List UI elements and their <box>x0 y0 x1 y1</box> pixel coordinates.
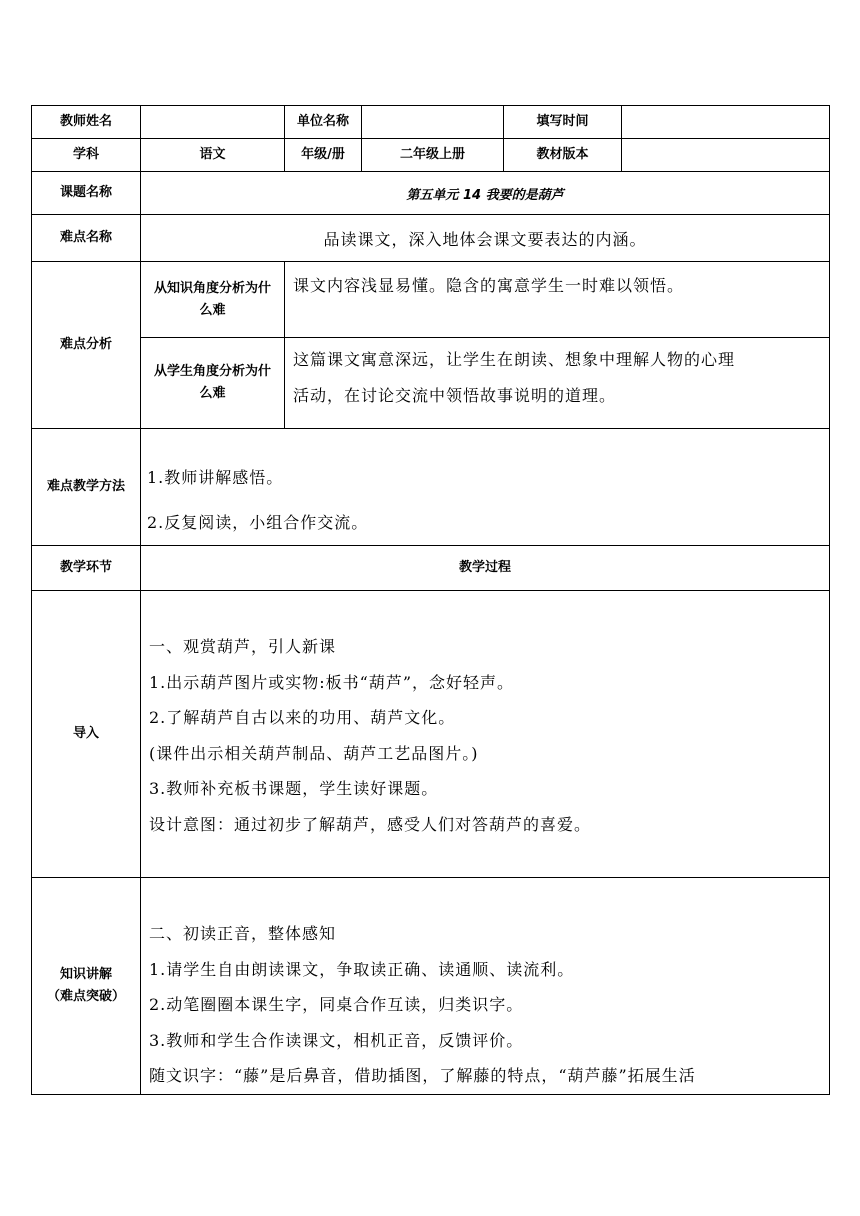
knowledge-line-4: 3.教师和学生合作读课文，相机正音，反馈评价。 <box>149 1030 524 1050</box>
topic-label: 课题名称 <box>32 172 141 215</box>
knowledge-line-1: 二、初读正音，整体感知 <box>149 924 337 943</box>
teacher-name-label: 教师姓名 <box>32 106 141 139</box>
student-angle-text <box>285 338 830 429</box>
unit-name-label: 单位名称 <box>285 106 362 139</box>
textbook-label: 教材版本 <box>504 139 622 172</box>
knowledge-angle-line: 课文内容浅显易懂。隐含的寓意学生一时难以领悟。 <box>293 276 685 295</box>
unit-name-value <box>362 106 504 139</box>
row-difficulty <box>32 215 830 262</box>
intro-line-4: (课件出示相关葫芦制品、葫芦工艺品图片。) <box>149 743 479 763</box>
knowledge-angle-text <box>285 262 830 338</box>
student-angle-line-1: 这篇课文寓意深远，让学生在朗读、想象中理解人物的心理 <box>293 350 736 369</box>
intro-line-3: 2.了解葫芦自古以来的功用、葫芦文化。 <box>149 708 456 727</box>
knowledge-line-3: 2.动笔圈圈本课生字，同桌合作互读，归类识字。 <box>149 995 524 1014</box>
row-teacher-info <box>32 106 830 139</box>
knowledge-line-5: 随文识字：“藤”是后鼻音，借助插图，了解藤的特点，“葫芦藤”拓展生活 <box>149 1066 696 1085</box>
stage-label: 教学环节 <box>32 546 141 591</box>
row-knowledge <box>32 878 830 1095</box>
grade-value: 二年级上册 <box>362 139 504 172</box>
fill-time-label: 填写时间 <box>504 106 622 139</box>
row-process-header <box>32 546 830 591</box>
row-method <box>32 429 830 546</box>
fill-time-value <box>622 106 830 139</box>
intro-line-2: 1.出示葫芦图片或实物:板书“葫芦”，念好轻声。 <box>149 672 515 692</box>
lesson-plan-table <box>31 105 830 1095</box>
subject-label: 学科 <box>32 139 141 172</box>
knowledge-label <box>32 878 141 1095</box>
method-text <box>141 429 830 546</box>
intro-text <box>141 591 830 878</box>
intro-label: 导入 <box>32 591 141 878</box>
row-analysis-knowledge <box>32 262 830 338</box>
knowledge-line-2: 1.请学生自由朗读课文，争取读正确、读通顺、读流利。 <box>149 959 575 979</box>
knowledge-label-line-2: （难点突破） <box>46 989 125 1004</box>
analysis-label: 难点分析 <box>32 262 141 429</box>
row-subject-info <box>32 139 830 172</box>
intro-line-5: 3.教师补充板书课题，学生读好课题。 <box>149 779 439 798</box>
method-line-2: 2.反复阅读，小组合作交流。 <box>147 513 369 532</box>
intro-line-1: 一、观赏葫芦，引人新课 <box>149 637 337 656</box>
subject-value: 语文 <box>141 139 285 172</box>
knowledge-text <box>141 878 830 1095</box>
intro-line-6: 设计意图：通过初步了解葫芦，感受人们对答葫芦的喜爱。 <box>149 814 592 834</box>
row-analysis-student <box>32 338 830 429</box>
knowledge-angle-label: 从知识角度分析为什么难 <box>141 262 285 338</box>
difficulty-label: 难点名称 <box>32 215 141 262</box>
process-label: 教学过程 <box>141 546 830 591</box>
row-topic <box>32 172 830 215</box>
student-angle-line-2: 活动，在讨论交流中领悟故事说明的道理。 <box>293 385 617 405</box>
grade-label: 年级/册 <box>285 139 362 172</box>
difficulty-value: 品读课文，深入地体会课文要表达的内涵。 <box>141 215 830 262</box>
textbook-value <box>622 139 830 172</box>
row-intro <box>32 591 830 878</box>
method-line-1: 1.教师讲解感悟。 <box>147 468 284 487</box>
student-angle-label: 从学生角度分析为什么难 <box>141 338 285 429</box>
method-label: 难点教学方法 <box>32 429 141 546</box>
teacher-name-value <box>141 106 285 139</box>
knowledge-label-line-1: 知识讲解 <box>59 967 112 982</box>
topic-value: 第五单元 14 我要的是葫芦 <box>141 172 830 215</box>
